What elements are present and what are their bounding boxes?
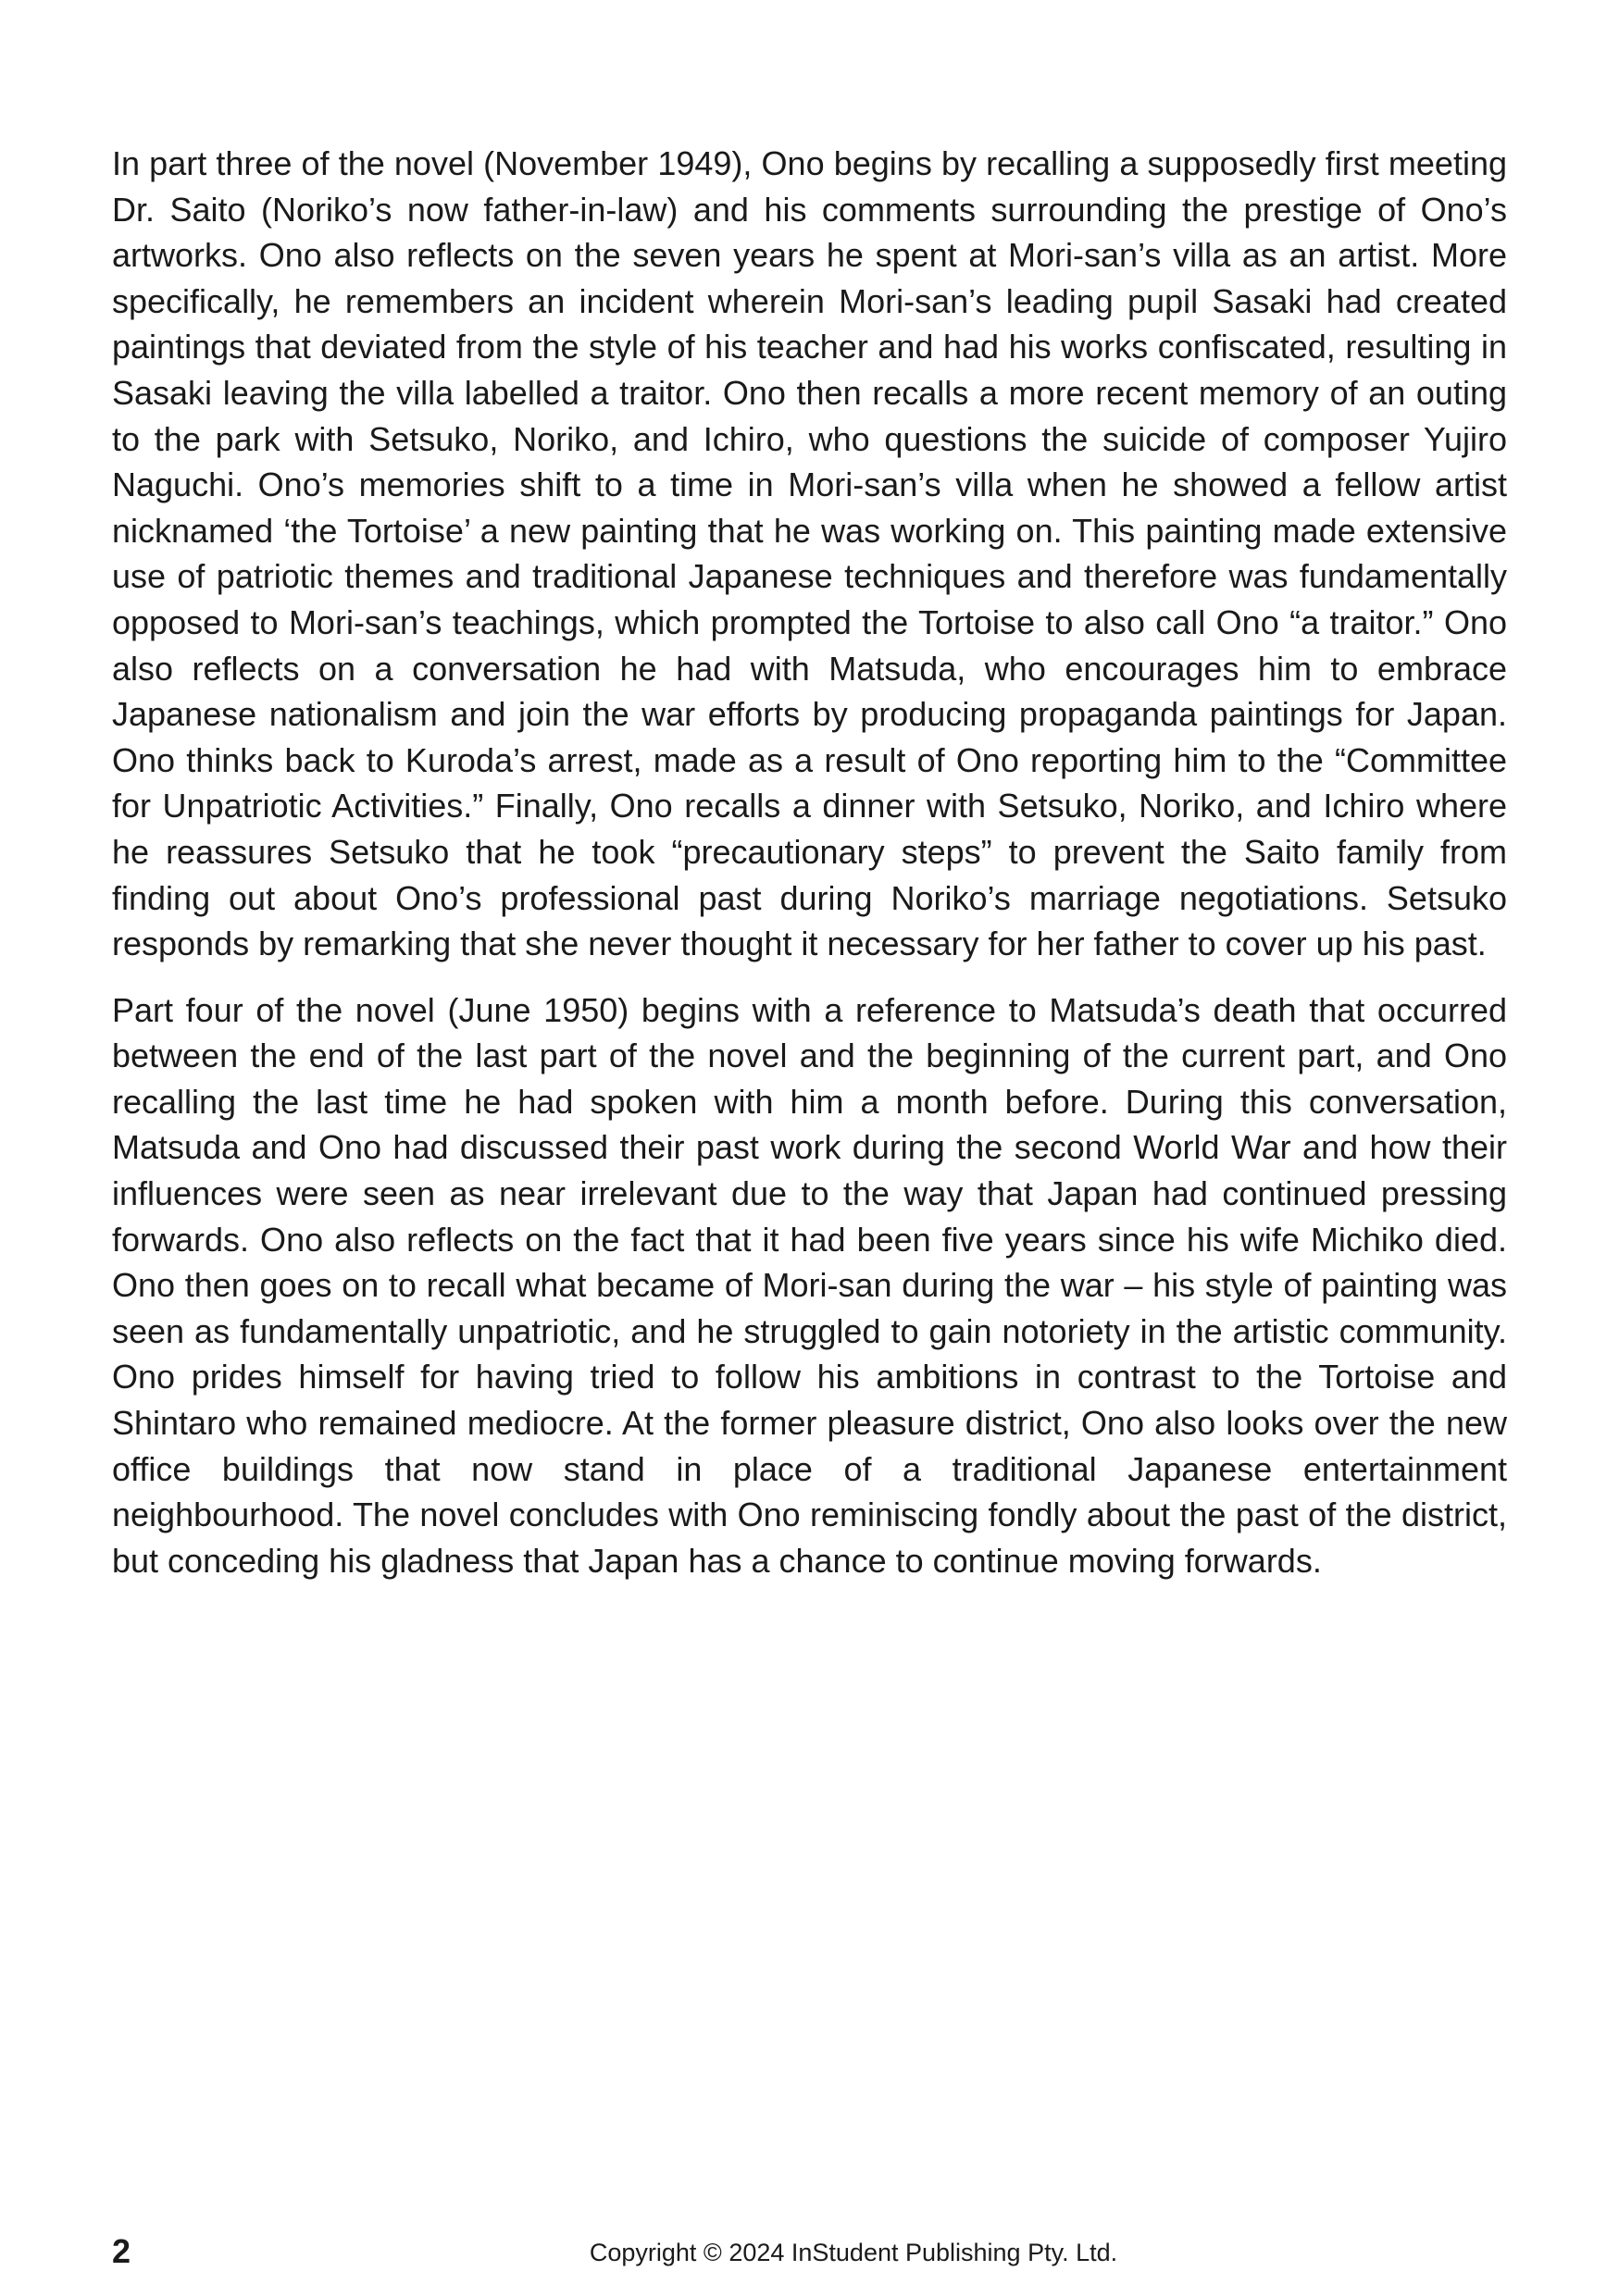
paragraph-part-three: In part three of the novel (November 1949), Ono begins by recalling a supposedly first meeting Dr. Saito (Noriko’s now father-in-law) and his comments surrounding the prestige of Ono’s artworks. Ono also reflects on the seven years he spent at Mori-san’s villa as an artist. More specifically, he remembers an incident wherein Mori-san’s leading pupil Sasaki had created paintings that deviated from the style of his teacher and had his works confiscated, resulting in Sasaki leaving the villa labelled a traitor. Ono then recalls a more recent memory of an outing to the park with Setsuko, Noriko, and Ichiro, who questions the suicide of composer Yujiro Naguchi. Ono’s memories shift to a time in Mori-san’s villa when he showed a fellow artist nicknamed ‘the Tortoise’ a new painting that he was working on. This painting made extensive use of patriotic themes and traditional Japanese techniques and therefore was fundamentally opposed to Mori-san’s teachings, which prompted the Tortoise to also call Ono “a traitor.” Ono also reflects on a conversation he had with Matsuda, who encourages him to embrace Japanese nationalism and join the war efforts by producing propaganda paintings for Japan. Ono thinks back to Kuroda’s arrest, made as a result of Ono reporting him to the “Committee for Unpatriotic Activities.” Finally, Ono recalls a dinner with Setsuko, Noriko, and Ichiro where he reassures Setsuko that he took “precautionary steps” to prevent the Saito family from finding out about Ono’s professional past during Noriko’s marriage negotiations. Setsuko responds by remarking that she never thought it necessary for her father to cover up his past. <box>112 144 1507 963</box>
document-body <box>112 141 1507 1604</box>
page-number: 2 <box>112 2232 131 2270</box>
copyright-notice: Copyright © 2024 InStudent Publishing Pty. Ltd. <box>589 2239 1118 2266</box>
paragraph-part-four: Part four of the novel (June 1950) begins with a reference to Matsuda’s death that occurred between the end of the last part of the novel and the beginning of the current part, and Ono recalling the last time he had spoken with him a month before. During this conversation, Matsuda and Ono had discussed their past work during the second World War and how their influences were seen as near irrelevant due to the way that Japan had continued pressing forwards. Ono also reflects on the fact that it had been five years since his wife Michiko died. Ono then goes on to recall what became of Mori-san during the war – his style of painting was seen as fundamentally unpatriotic, and he struggled to gain notoriety in the artistic community. Ono prides himself for having tried to follow his ambitions in contrast to the Tortoise and Shintaro who remained mediocre. At the former pleasure district, Ono also looks over the new office buildings that now stand in place of a traditional Japanese entertainment neighbourhood. The novel concludes with Ono reminiscing fondly about the past of the district, but conceding his gladness that Japan has a chance to continue moving forwards. <box>112 990 1507 1580</box>
page-footer <box>0 2228 1619 2275</box>
